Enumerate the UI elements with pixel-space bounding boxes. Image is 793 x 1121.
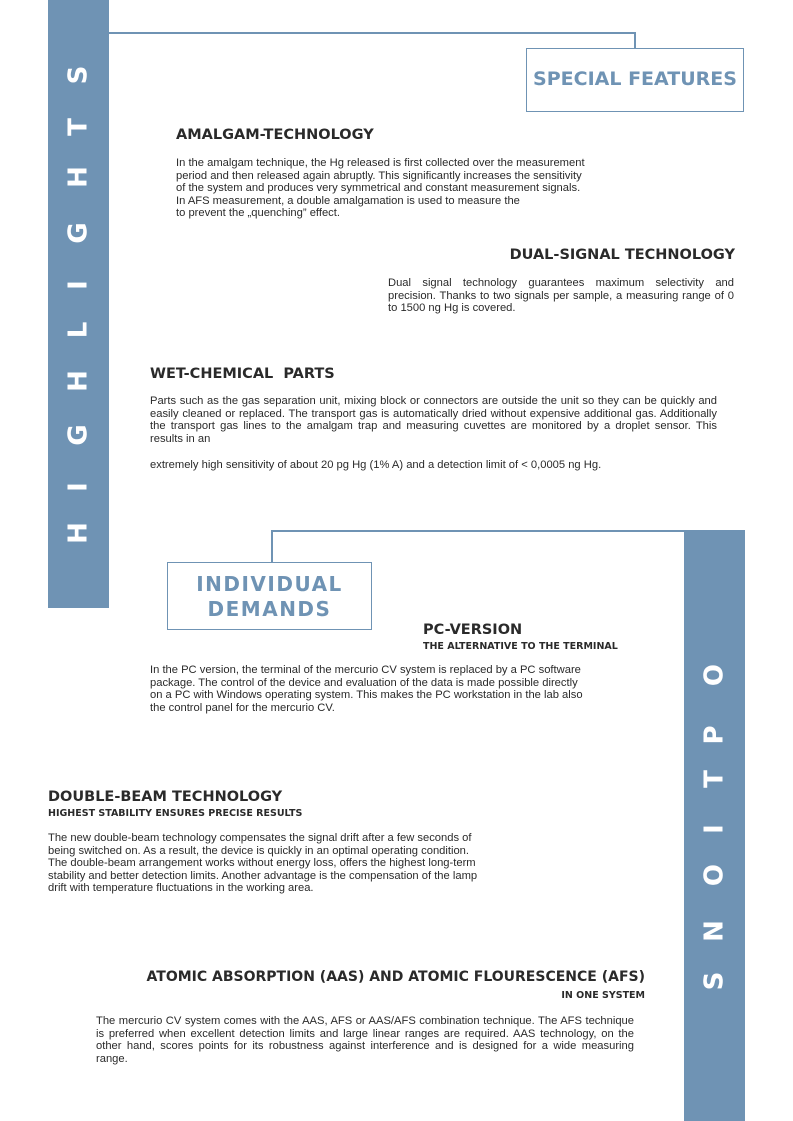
pc-version-text [150, 664, 670, 714]
double-beam-line: drift with temperature fluctuations in the working area. [48, 882, 314, 895]
amalgam-text [176, 157, 656, 220]
individual-demands-box [167, 562, 372, 630]
options-letter: P [699, 725, 730, 745]
highlights-letter: H [63, 370, 94, 392]
aas-afs-text: The mercurio CV system comes with the AAS, AFS or AAS/AFS combination technique. The AFS technique is preferred when excellent detection limits and large linear ranges are required. AAS technology, on the other hand, scores points for its robustness against interference and is designed for a wide measuring range. [96, 1015, 634, 1065]
wet-chemical-title: WET-CHEMICAL PARTS [150, 366, 335, 382]
amalgam-line: period and then released again abruptly. This significantly increases the sensitivity [176, 169, 582, 182]
pc-version-line: on a PC with Windows operating system. This makes the PC workstation in the lab also [150, 689, 583, 702]
options-letter: N [699, 920, 730, 942]
individual-demands-line2: DEMANDS [207, 597, 332, 621]
connector-line [271, 530, 684, 532]
options-letter: I [699, 824, 730, 834]
double-beam-line: The new double-beam technology compensates the signal drift after a few seconds of [48, 832, 472, 844]
pc-version-line: In the PC version, the terminal of the mercurio CV system is replaced by a PC software [150, 664, 581, 676]
pc-version-title: PC-VERSION [423, 622, 523, 638]
double-beam-subtitle: HIGHEST STABILITY ENSURES PRECISE RESULTS [48, 808, 303, 819]
dual-signal-title: DUAL-SIGNAL TECHNOLOGY [509, 247, 735, 263]
double-beam-text [48, 832, 568, 895]
highlights-letter: I [63, 482, 94, 492]
options-bar [684, 530, 745, 1121]
highlights-letter: L [63, 321, 94, 339]
double-beam-line: The double-beam arrangement works without energy loss, offers the highest long-term [48, 857, 476, 870]
options-letter: O [699, 663, 730, 687]
double-beam-title: DOUBLE-BEAM TECHNOLOGY [48, 789, 283, 805]
highlights-letter: G [63, 424, 94, 446]
connector-line [271, 530, 273, 563]
wet-chemical-text: Parts such as the gas separation unit, mixing block or connectors are outside the unit so they can be quickly and easily cleaned or replaced. The transport gas is automatically dried without expensive additional gas. Additionally the transport gas lines to the amalgam trap and measuring cuvettes are monitored by a droplet sensor. This results in an [150, 395, 717, 445]
options-letter: S [699, 971, 730, 991]
special-features-box [526, 48, 744, 112]
amalgam-line: In AFS measurement, a double amalgamation is used to measure the [176, 194, 520, 207]
highlights-letter: G [63, 222, 94, 244]
double-beam-line: stability and better detection limits. Another advantage is the compensation of the lamp [48, 869, 478, 882]
highlights-letter: H [63, 522, 94, 544]
dual-signal-text: Dual signal technology guarantees maximum selectivity and precision. Thanks to two signals per sample, a measuring range of 0 to 1500 ng Hg is covered. [388, 277, 734, 315]
connector-line [634, 32, 636, 49]
highlights-letter: H [63, 166, 94, 188]
options-letter: O [699, 863, 730, 887]
amalgam-line: In the amalgam technique, the Hg released is first collected over the measurement [176, 157, 585, 169]
special-features-label: SPECIAL FEATURES [533, 68, 737, 90]
highlights-bar [48, 0, 109, 608]
aas-afs-title: ATOMIC ABSORPTION (AAS) AND ATOMIC FLOURESCENCE (AFS) [146, 969, 645, 985]
double-beam-line: being switched on. As a result, the device is quickly in an optimal operating condition. [48, 844, 470, 857]
wet-chemical-last-line: extremely high sensitivity of about 20 pg Hg (1% A) and a detection limit of < 0,0005 ng Hg. [150, 459, 602, 471]
options-letter: T [699, 770, 730, 788]
highlights-letter: I [63, 280, 94, 290]
amalgam-line: of the system and produces very symmetrical and constant measurement signals. [176, 182, 581, 195]
pc-version-line: package. The control of the device and evaluation of the data is made possible directly [150, 676, 578, 689]
highlights-letter: T [63, 118, 94, 136]
amalgam-title: AMALGAM-TECHNOLOGY [176, 127, 374, 143]
pc-version-subtitle: THE ALTERNATIVE TO THE TERMINAL [423, 641, 618, 652]
pc-version-line: the control panel for the mercurio CV. [150, 701, 335, 714]
aas-afs-subtitle: IN ONE SYSTEM [561, 990, 645, 1001]
connector-line [109, 32, 635, 34]
individual-demands-line1: INDIVIDUAL [196, 572, 343, 596]
amalgam-line: to prevent the „quenching” effect. [176, 207, 340, 220]
highlights-letter: S [63, 65, 94, 85]
